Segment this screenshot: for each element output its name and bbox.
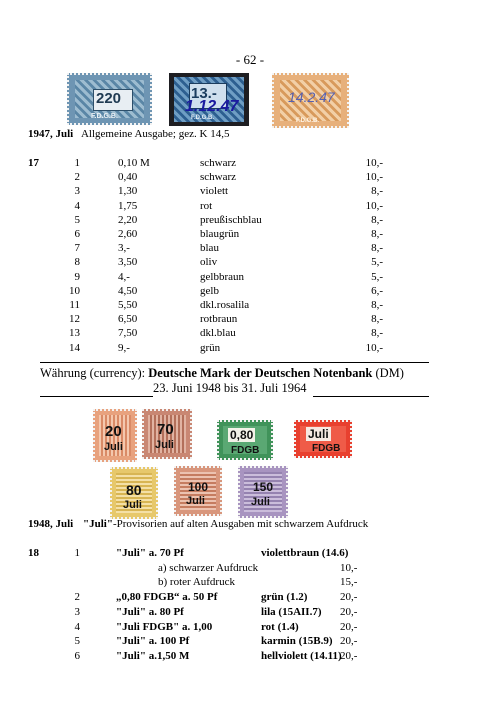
row-price: 20,- <box>340 605 358 618</box>
row-price: 8,- <box>371 242 383 255</box>
row-price: 6,- <box>371 284 383 297</box>
row-description: "Juli" a. 70 Pf <box>116 547 184 559</box>
row-color: rot (1.4) <box>261 620 299 633</box>
row-color: schwarz <box>200 157 237 169</box>
row-price: 8,- <box>371 228 383 240</box>
row-color: grün (1.2) <box>261 591 308 604</box>
row-number: 10 <box>69 284 80 297</box>
row-number: 13 <box>69 327 80 340</box>
section2-group-number: 18 <box>28 547 39 559</box>
row-price: 5,- <box>371 256 383 269</box>
row-number: 9 <box>74 270 80 283</box>
row-value: 4,50 <box>118 284 138 297</box>
row-color: rot <box>200 199 213 212</box>
row-description: "Juli" a. 100 Pf <box>116 635 190 648</box>
row-number: 6 <box>74 228 80 240</box>
section2-header: 1948, Juli "Juli"-Provisorien auf alten Ausgaben mit schwarzem Aufdruck <box>28 518 369 530</box>
row-number: 11 <box>69 299 80 311</box>
row-description: "Juli" a. 80 Pf <box>116 605 184 618</box>
row-color: blaugrün <box>200 228 240 240</box>
row-number: 2 <box>74 171 80 184</box>
row-number: 7 <box>74 242 80 255</box>
row-color: gelb <box>200 284 219 297</box>
row-value: 6,50 <box>118 313 138 326</box>
row-price: 8,- <box>371 313 383 326</box>
row-value: 2,20 <box>118 213 138 226</box>
section1-group-number: 17 <box>28 157 39 169</box>
divider-left <box>40 396 153 397</box>
stamp-image-orange: 14.2.47 F.D.G.B. <box>272 73 349 128</box>
row-number: 6 <box>74 649 80 662</box>
row-color: karmin (15B.9) <box>261 635 333 648</box>
row-value: 7,50 <box>118 327 138 340</box>
row-description: a) schwarzer Aufdruck <box>158 561 259 574</box>
row-price: 20,- <box>340 635 358 648</box>
stamp-image-juli-20: 20 Juli <box>93 409 137 462</box>
row-color: oliv <box>200 256 218 269</box>
row-value: 1,30 <box>118 185 138 198</box>
stamp-image-220: 220 F.D.G.B. <box>67 73 152 125</box>
row-color: violett <box>200 185 229 198</box>
row-value: 9,- <box>118 341 130 354</box>
currency-dates: 23. Juni 1948 bis 31. Juli 1964 <box>153 381 307 395</box>
row-value: 0,40 <box>118 171 138 184</box>
row-color: grün <box>200 341 221 354</box>
row-color: lila (15AII.7) <box>261 605 322 618</box>
row-color: blau <box>200 242 219 255</box>
row-color: preußischblau <box>200 213 262 226</box>
row-price: 8,- <box>371 213 383 226</box>
row-value: 3,- <box>118 242 130 255</box>
row-description: "Juli FDGB" a. 1,00 <box>116 620 213 633</box>
row-color: schwarz <box>200 171 237 184</box>
row-description: "Juli" a.1,50 M <box>116 649 190 662</box>
row-value: 0,10 M <box>118 157 150 169</box>
row-value: 1,75 <box>118 199 138 212</box>
row-color: gelbbraun <box>200 270 244 283</box>
stamp-image-juli-70: 70 Juli <box>142 409 192 459</box>
row-color: hellviolett (14.11) <box>261 649 342 662</box>
row-price: 8,- <box>371 327 383 340</box>
currency-line: Währung (currency): Deutsche Mark der Deutschen Notenbank (DM) <box>40 366 404 380</box>
row-price: 8,- <box>371 185 383 198</box>
section1-header: 1947, Juli Allgemeine Ausgabe; gez. K 14,5 <box>28 128 230 140</box>
row-number: 4 <box>74 199 80 212</box>
stamp-image-juli-150: 150 Juli <box>238 466 288 518</box>
row-price: 5,- <box>371 270 383 283</box>
stamp-image-juli-100: 100 Juli <box>174 466 222 516</box>
divider-top <box>40 362 429 363</box>
row-number: 5 <box>74 213 80 226</box>
stamp-image-juli-fdgb: Juli FDGB <box>294 420 352 458</box>
page-number: - 62 - <box>235 52 265 67</box>
row-value: 4,- <box>118 270 130 283</box>
row-price: 10,- <box>365 157 383 169</box>
row-color: dkl.rosalila <box>200 299 250 311</box>
row-number: 1 <box>74 547 80 559</box>
row-color: dkl.blau <box>200 327 236 340</box>
stamp-image-juli-80: 80 Juli <box>110 467 158 519</box>
row-color: violettbraun (14.6) <box>261 547 349 559</box>
row-value: 2,60 <box>118 228 138 240</box>
divider-right <box>313 396 429 397</box>
row-price: 20,- <box>340 649 358 662</box>
row-number: 5 <box>74 635 80 648</box>
row-number: 3 <box>74 185 80 198</box>
row-number: 14 <box>69 341 80 354</box>
row-price: 10,- <box>340 561 358 574</box>
row-number: 8 <box>74 256 80 269</box>
row-value: 3,50 <box>118 256 138 269</box>
row-price: 10,- <box>365 199 383 212</box>
row-price: 10,- <box>365 341 383 354</box>
row-number: 4 <box>74 620 80 633</box>
row-number: 1 <box>74 157 80 169</box>
row-description: „0,80 FDGB“ a. 50 Pf <box>116 591 218 604</box>
row-price: 15,- <box>340 576 358 589</box>
stamp-image-3-overprint: 13.- 1.12.47 F.D.G.B. <box>169 73 249 126</box>
row-price: 10,- <box>365 171 383 184</box>
row-price: 20,- <box>340 591 358 604</box>
row-number: 3 <box>74 605 80 618</box>
stamp-image-080-fdgb: 0,80 FDGB <box>217 420 273 460</box>
row-description: b) roter Aufdruck <box>158 576 235 589</box>
row-value: 5,50 <box>118 299 138 311</box>
row-number: 2 <box>74 591 80 604</box>
row-price: 8,- <box>371 299 383 311</box>
row-number: 12 <box>69 313 80 326</box>
row-color: rotbraun <box>200 313 238 326</box>
row-price: 20,- <box>340 620 358 633</box>
